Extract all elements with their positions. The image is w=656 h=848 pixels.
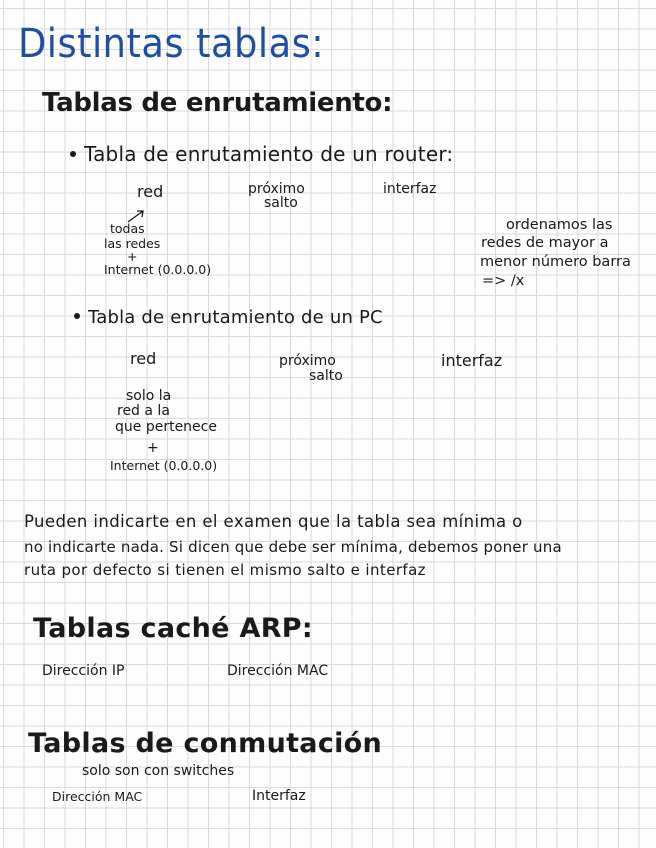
page-title: Distintas tablas: (18, 21, 325, 67)
pc-red-internet: Internet (0.0.0.0) (110, 458, 218, 473)
pc-red-line3: que pertenece (115, 419, 217, 435)
pc-red-line2: red a la (117, 403, 170, 419)
arp-heading: Tablas caché ARP: (33, 613, 313, 644)
router-red-line2: las redes (104, 236, 161, 251)
exam-note-line3: ruta por defecto si tienen el mismo salto e interfaz (24, 561, 426, 579)
router-note-line1: ordenamos las (506, 217, 613, 233)
routing-tables-heading: Tablas de enrutamiento: (42, 88, 393, 118)
bullet-dot (70, 151, 76, 157)
router-col-next-line1: próximo (248, 181, 305, 197)
pc-col-next-line2: salto (309, 368, 343, 384)
router-note-line2: redes de mayor a (481, 235, 609, 251)
router-col-red: red (137, 182, 164, 201)
router-col-next-line2: salto (264, 195, 298, 211)
switching-heading: Tablas de conmutación (28, 728, 383, 759)
switching-subtitle: solo son con switches (82, 763, 235, 779)
router-table-bullet (70, 144, 453, 164)
arp-col-mac: Dirección MAC (227, 663, 329, 679)
switching-col-mac: Dirección MAC (52, 789, 143, 804)
pc-col-iface: interfaz (441, 351, 503, 370)
pc-col-next-line1: próximo (279, 353, 336, 369)
router-red-line1: todas (110, 221, 145, 236)
router-note-line4: => /x (482, 273, 525, 289)
pc-col-red: red (130, 349, 157, 368)
router-red-plus: + (127, 249, 138, 264)
router-table-bullet-text: Tabla de enrutamiento de un router: (84, 142, 454, 166)
exam-note-line1: Pueden indicarte en el examen que la tabla sea mínima o (24, 512, 523, 531)
exam-note-line2: no indicarte nada. Si dicen que debe ser mínima, debemos poner una (24, 538, 562, 556)
router-note-line3: menor número barra (480, 254, 631, 270)
pc-red-plus: + (147, 440, 159, 456)
pc-table-bullet (74, 306, 383, 327)
router-red-internet: Internet (0.0.0.0) (104, 262, 212, 277)
arp-col-ip: Dirección IP (42, 663, 125, 679)
pc-red-line1: solo la (126, 388, 172, 404)
switching-col-iface: Interfaz (252, 788, 306, 804)
bullet-dot (74, 313, 80, 319)
pc-table-bullet-text: Tabla de enrutamiento de un PC (88, 307, 383, 328)
router-col-iface: interfaz (383, 181, 437, 197)
